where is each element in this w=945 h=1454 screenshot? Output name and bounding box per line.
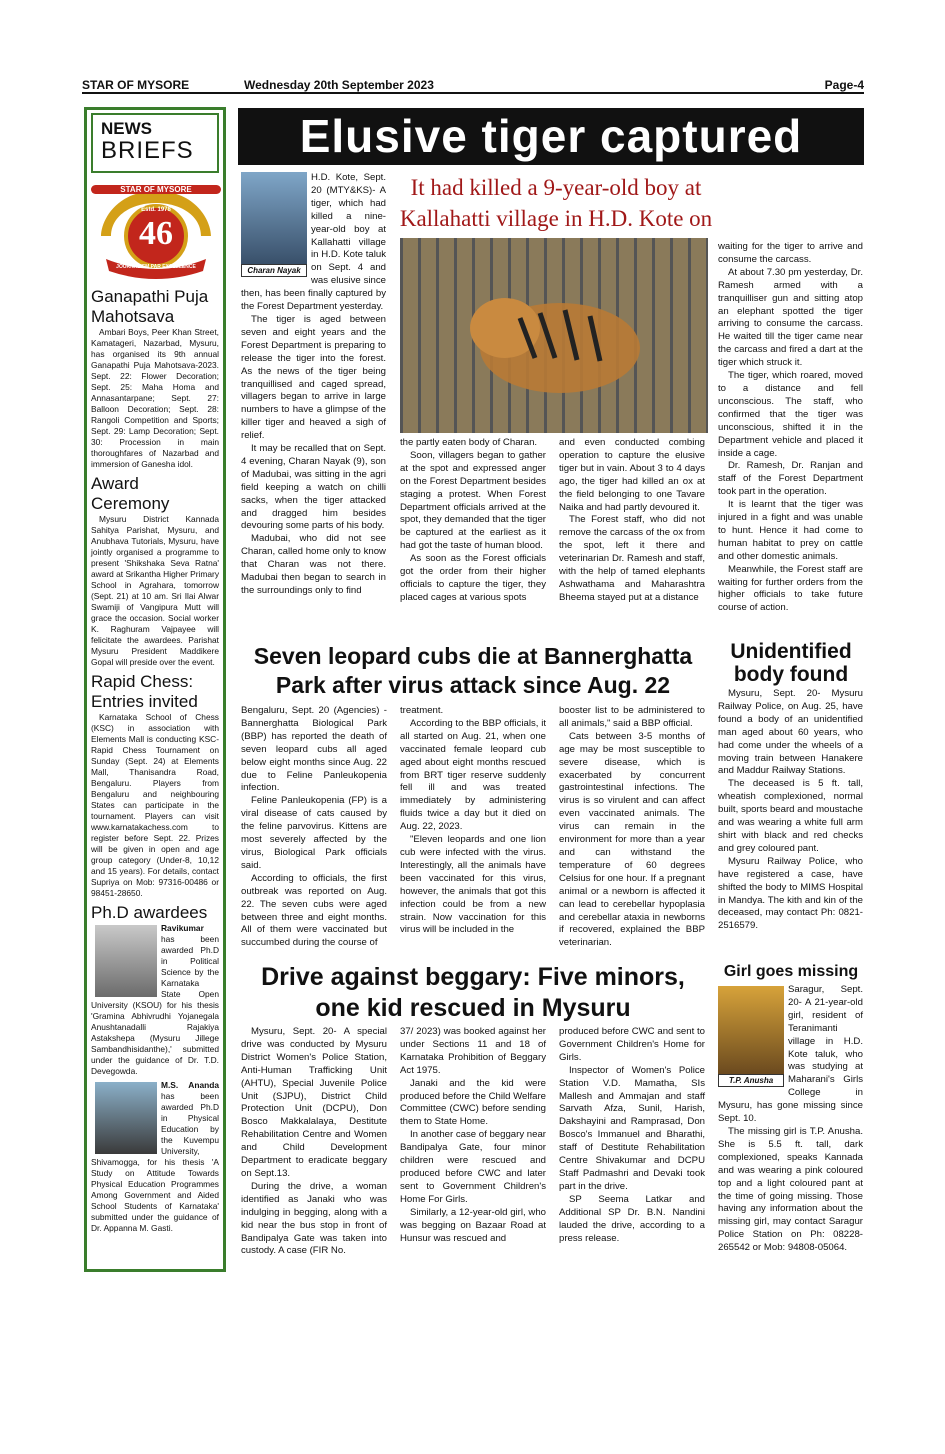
brief-heading: Rapid Chess: Entries invited	[91, 672, 198, 711]
paragraph: 37/ 2023) was booked against her under Sections 11 and 18 of Karnataka Prohibition of Beggary Act 1975.	[400, 1026, 546, 1076]
paragraph: In another case of beggary near Bandipalya Gate, four minor children were rescued and produced before CWC and later sent to Government Children's Home For Girls.	[400, 1129, 547, 1205]
paragraph: Mysuru Railway Police, who have registered a case, have shifted the body to MIMS Hospital in Mandya. The kith and kin of the deceased, may contact Ph: 0821-2516579.	[718, 855, 863, 932]
tiger-col-3	[559, 437, 705, 632]
paragraph: the partly eaten body of Charan.	[400, 437, 538, 448]
paragraph: The tiger is aged between seven and eight years and the Forest Department is preparing to release the tiger into the forest. As the news of the tiger being tranquillised and caged spread, villagers began to arrive in large numbers to have a glimpse of the killer tiger and heaved a sigh of relief.	[241, 313, 386, 442]
girl-missing-headline: Girl goes missing	[723, 963, 859, 980]
girl-photo	[718, 986, 784, 1074]
paragraph: SP Seema Latkar and Additional SP Dr. B.N. Nandini lauded the drive, according to a press release.	[559, 1193, 705, 1244]
beggary-headline: Drive against beggary: Five minors, one kid rescued in Mysuru	[261, 963, 685, 1022]
paragraph: Mysuru, Sept. 20- Mysuru Railway Police, on Aug. 25, have found a body of an unidentified man aged about 60 years, who had come under the wheels of a moving train between Hanakere and Maddur Railway Stations.	[718, 688, 863, 777]
leopard-col-3	[559, 705, 705, 957]
news-briefs-sidebar	[84, 107, 226, 1272]
dateline-paragraph: Saragur, Sept. 20- A 21-year-old girl, resident of Teranimanti village in H.D. Kote taluk, who was studying at Maharani's Girls College in Mysuru, has gone missing since Sept. 10.	[718, 984, 863, 1125]
paragraph: Meanwhile, the Forest staff are waiting for further orders from the higher officials to take future course of action.	[718, 563, 863, 614]
paragraph: According to the BBP officials, it all started on Aug. 21, when one vaccinated female leopard cub aged about eight months rescued from BRT tiger reserve suddenly fell ill and was treated immediately by administering fluids twice a day but it died on Aug. 22, 2023.	[400, 717, 546, 833]
victim-photo	[241, 172, 307, 264]
paragraph: At about 7.30 pm yesterday, Dr. Ramesh armed with a tranquilliser gun and sitting atop an elephant spotted the tiger arriving to consume the carcass. He waited till the tiger came near the carcass and fired a dart at the tiger which struck it.	[718, 266, 863, 369]
paragraph: It is learnt that the tiger was injured in a fight and was unable to hunt. Hence it had come to human habitat to prey on cattle and other domestic animals.	[718, 499, 863, 562]
paragraph: booster list to be administered to all animals," said a BBP official.	[559, 705, 705, 729]
phd-name: M.S. Ananda	[161, 1080, 219, 1090]
leopard-headline: Seven leopard cubs die at Bannerghatta Park after virus attack since Aug. 22	[253, 643, 693, 698]
body-found-headline: Unidentified body found	[730, 640, 852, 686]
paragraph: Inspector of Women's Police Station V.D. Mamatha, SIs Mallesh and Ammajan and staff Sarvath Afza, Sunil, Harish, Dakshayini and Ramprasad, Don Bosco's Immanuel and Bharathi, staff of Destitute Rehabilitation Centre Shivakumar and DCPU Staff Padmashri and Devaki took part in the drive.	[559, 1064, 705, 1192]
caged-tiger-photo	[400, 238, 708, 433]
brief-heading: Ph.D awardees	[91, 903, 208, 922]
paragraph: Soon, villagers began to gather at the spot and expressed anger on the Forest Department besides staging a protest. When Forest Department officials arrived at the spot, they demanded that the tiger be captured at the earliest as it had got the taste of human blood.	[400, 449, 546, 552]
masthead	[82, 78, 864, 94]
paragraph: waiting for the tiger to arrive and consume the carcass.	[718, 241, 863, 265]
avatar	[95, 1082, 157, 1154]
tiger-subhead: It had killed a 9-year-old boy at Kallahatti village in H.D. Kote on	[399, 175, 713, 231]
paragraph: The tiger, which roared, moved to a distance and fell unconscious. The staff, who confirmed that the tiger was unconscious, shifted it in the Department vehicle and placed it inside a cage.	[718, 370, 863, 459]
photo-caption: Charan Nayak	[241, 264, 307, 277]
paragraph: produced before CWC and sent to Government Children's Home for Girls.	[559, 1026, 705, 1063]
brief-heading: Ganapathi Puja Mahotsava	[91, 287, 209, 326]
paragraph: Bengaluru, Sept. 20 (Agencies) - Bannerghatta Biological Park (BBP) has reported the death of seven leopard cubs all aged below eight months since Aug. 22 due to Feline Panleukopenia infection.	[241, 705, 387, 794]
issue-date: Wednesday 20th September 2023	[244, 78, 434, 92]
briefs-title	[91, 113, 219, 173]
briefs-title-briefs: BRIEFS	[101, 137, 194, 164]
paragraph: Mysuru, Sept. 20- A special drive was conducted by Mysuru District Women's Police Station, Anti-Human Trafficking Unit (AHTU), Special Juvenile Police Unit (SJPU), District Child Protection Unit (DCPU), Don Bosco Makkalalaya, Destitute Rehabilitation Centre and Women and Child Development Department to eradicate beggary on Sept.13.	[241, 1026, 387, 1179]
paragraph: treatment.	[400, 705, 444, 716]
dateline-paragraph: H.D. Kote, Sept. 20 (MTY&KS)- A tiger, which had killed a nine-year-old boy at Kallahatti village in H.D. Kote taluk on Sept. 4 and was elusive since then, has been finally captured by the Forest Department yesterday.	[241, 172, 386, 313]
beggary-col-3	[559, 1026, 705, 1270]
logo-estd: Estd. 1978	[141, 207, 171, 213]
paragraph: "Eleven leopards and one lion cub were infected with the virus. Interestingly, all the animals have been vaccinated for this virus, however, the animals that got this infection could be from a new strain. Now vaccination for this virus will be included in the	[400, 834, 546, 936]
phd-awardee-1	[91, 923, 219, 1077]
tiger-graphic	[400, 238, 708, 433]
paragraph: and even conducted combing operation to capture the elusive tiger but in vain. About 3 to 4 days ago, the tiger had killed an ox at the field belonging to one Tavare Naika and had partly devoured it.	[559, 437, 705, 513]
avatar	[95, 925, 157, 997]
brief-body: Karnataka School of Chess (KSC) in association with Elements Mall is conducting KSC-Rapid Chess Tournament on Sunday (Sept. 24) at Elements Mall, Thanisandra Road, Bengaluru. Players from Bengaluru and neighbouring States can participate in the tournament. Players can visit www.karnatakachess.com to register before Sept. 22. Prizes will be given in open and age group category (Under-8, 10,12 and 15 years). For details, contact Supriya on Mob: 97316-00486 or 98451-28650.	[91, 712, 219, 898]
phd-awardee-2	[91, 1080, 219, 1234]
tiger-col-2	[400, 437, 546, 632]
girl-photo-box	[718, 986, 784, 1087]
brief-award	[91, 474, 219, 668]
beggary-col-2	[400, 1026, 546, 1270]
paragraph: Madubai, who did not see Charan, called home only to know that Charan was not there. Madubai then began to search in the surroundings only to find	[241, 533, 386, 596]
brief-chess	[91, 672, 219, 899]
paragraph: Dr. Ramesh, Dr. Ranjan and staff of the Forest Department took part in the operation.	[718, 460, 863, 498]
brief-body: Ambari Boys, Peer Khan Street, Kamatageri, Nazarbad, Mysuru, has organised its 9th annual Ganapathi Puja Mahotsava-2023. Sept. 22: Flower Decoration; Sept. 25: Maha Homa and Annasantarpane; Sept. 27: Balloon Decoration; Sept. 28: Rangoli Competition and Sports; Sept. 29: Lamp Decoration; Sept. 30: Procession in main thoroughfares of Nazarbad and immersion of Ganesha idol.	[91, 327, 219, 469]
leopard-col-1	[241, 705, 387, 957]
paper-name: STAR OF MYSORE	[82, 78, 190, 92]
body-found-text	[718, 688, 863, 956]
tiger-col-1	[241, 172, 386, 632]
paragraph: According to officials, the first outbreak was reported on Aug. 22. The seven cubs were aged between three and eight months. All of them were vaccinated but succumbed during the course of	[241, 872, 387, 949]
logo-number: 46	[139, 215, 173, 252]
paragraph: It may be recalled that on Sept. 4 evening, Charan Nayak (9), son of Madubai, was sitting in the agri field keeping a watch on chilli sacks, when the tiger attacked and dragged him besides devouring some parts of his body.	[241, 443, 386, 532]
paragraph: Cats between 3-5 months of age may be most susceptible to severe disease, which is exacerbated by concurrent gastrointestinal infections. The virus is so virulent and can affect even vaccinated animals. The virus can remain in the environment for more than a year and can withstand the temperature of 60 degrees Celsius for one hour. If a pregnant animal or a newborn is affected it can lead to cerebellar hypoplasia and cerebellar ataxia in newborns if recovered, explained the BBP veterinarian.	[559, 730, 705, 949]
paragraph: Feline Panleukopenia (FP) is a viral disease of cats caused by the feline parvovirus. Kittens are most severely affected by the virus, Biological Park officials said.	[241, 795, 387, 871]
tiger-col-4	[718, 241, 863, 632]
girl-missing-text	[718, 984, 863, 1270]
paragraph: As soon as the Forest officials got the order from their higher officials to capture the tiger, they placed cages at various spots	[400, 553, 546, 603]
phd-name: Ravikumar	[161, 923, 204, 933]
paragraph: The Forest staff, who did not remove the carcass of the ox from the spot, left it there and veterinarian Dr. Ramesh and staff, with the help of tamed elephants Ashwathama and Maharashtra Bheema stayed put at a distance	[559, 514, 705, 603]
brief-ganapathi	[91, 287, 219, 470]
tiger-headline-banner	[238, 108, 864, 165]
tiger-headline: Elusive tiger captured	[299, 110, 803, 162]
logo-title: STAR OF MYSORE	[91, 185, 221, 194]
anniversary-logo	[91, 181, 219, 281]
victim-photo-box	[241, 172, 307, 277]
brief-phd	[91, 903, 219, 1234]
phd-text: has been awarded Ph.D in Political Science by the Karnataka State Open University (KSOU) for his thesis 'Gramina Abhivrudhi Yojanegala Anushtanadalli Rajakiya Astakshepa (Mysuru Jillege Sambandhisidanthe),' submitted under the guidance of Dr. T.D. Devegowda.	[91, 934, 219, 1076]
paragraph: The missing girl is T.P. Anusha. She is 5.5 ft. tall, dark complexioned, speaks Kannada and was wearing a pink coloured top and a light coloured pant at the time of going missing. Those having any information about the missing girl, may contact Saragur Police Station on Ph: 08228-265542 or Mob: 94808-05064.	[718, 1125, 863, 1254]
logo-motto: JOURNALISM PAR EXCELLENCE	[116, 264, 196, 270]
page-number: Page-4	[824, 78, 864, 92]
paragraph: During the drive, a woman identified as Janaki who was indulging in begging, along with a kid near the bus stop in front of Bandipalya Gate was taken into custody. A case (FIR No.	[241, 1180, 387, 1257]
paragraph: Similarly, a 12-year-old girl, who was begging on Bazaar Road at Hunsur was rescued and	[400, 1206, 546, 1244]
phd-text: has been awarded Ph.D in Physical Education by the Kuvempu University, Shivamogga, for his thesis 'A Study on Attitude Towards Physical Education Programmes Among Government and Aided School Students of Karnataka' submitted under the guidance of Dr. Appanna M. Gasti.	[91, 1091, 219, 1233]
paragraph: Janaki and the kid were produced before the Child Welfare Committee (CWC) before sending them to State Home.	[400, 1077, 546, 1128]
photo-caption: T.P. Anusha	[718, 1074, 784, 1087]
paragraph: The deceased is 5 ft. tall, wheatish complexioned, normal built, sports beard and moustache and was wearing a white full arm shirt with black and red checks and grey coloured pant.	[718, 778, 863, 854]
brief-heading: Award Ceremony	[91, 474, 170, 513]
leopard-col-2	[400, 705, 546, 957]
beggary-col-1	[241, 1026, 387, 1270]
brief-body: Mysuru District Kannada Sahitya Parishat, Mysuru, and Anubhava Tutorials, Mysuru, have jointly organised a programme to present 'Shikshaka Seva Ratna' award at Srikantha Higher Primary School in Agrahara, tomorrow (Sept. 21) at 10 am. Sri Ilai Alwar Swamiji of Vangipura Mutt will grace the occasion. Social worker K. Raghuram Vajpayee will felicitate the awardees. Parishat Mysuru President Maddikere Gopal will preside over the event.	[91, 514, 220, 667]
briefs-title-news: NEWS	[101, 119, 152, 138]
